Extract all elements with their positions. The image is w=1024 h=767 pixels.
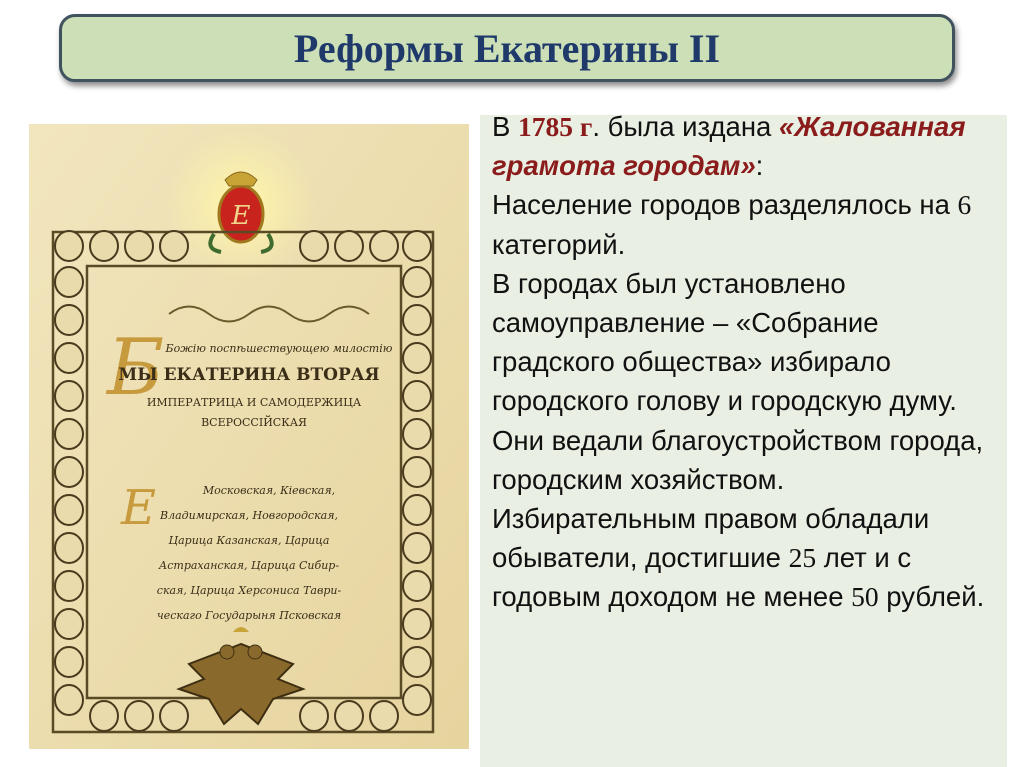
charter-body-line3: Царица Казанская, Царица xyxy=(168,534,330,547)
svg-text:Е: Е xyxy=(121,480,157,536)
charter-body-line1: Московская, Кіевская, xyxy=(202,484,336,497)
charter-image xyxy=(29,124,469,749)
charter-heading-line3: ИМПЕРАТРИЦА И САМОДЕРЖИЦА xyxy=(146,396,362,409)
charter-heading-line2: МЫ ЕКАТЕРИНА ВТОРАЯ xyxy=(118,365,380,385)
charter-heading-line1: Божію поспѣшествующею милостію xyxy=(165,342,393,355)
content-text xyxy=(492,107,1007,617)
slide-title: Реформы Екатерины II xyxy=(293,25,721,71)
charter-heading-line4: ВСЕРОССІЙСКАЯ xyxy=(201,416,307,429)
year-1785: 1785 г xyxy=(517,111,593,142)
slide-title-bar xyxy=(59,14,955,82)
paragraph-charter-issued: В 1785 г. была издана «Жалованная грамота городам»: xyxy=(492,111,966,182)
charter-body-line5: ская, Царица Херсониса Таври- xyxy=(156,584,342,597)
svg-text:Е: Е xyxy=(231,201,251,231)
second-initial xyxy=(120,480,156,536)
charter-body-line6: ческаго Государыня Псковская xyxy=(156,609,342,622)
charter-body-line4: Астраханская, Царица Сибир- xyxy=(158,559,340,572)
paragraph-voting-rights: Избирательным правом обладали обыватели, достигшие 25 лет и с годовым доходом не менее 50 рублей. xyxy=(492,503,985,613)
paragraph-self-government: В городах был установлено самоуправление – «Собрание градского общества» избирало городского голову и городскую думу. Они ведали благоустройством города, городским хозяйством. xyxy=(492,267,984,495)
charter-body-line2: Владимирская, Новгородская, xyxy=(159,509,339,522)
svg-text:Б: Б xyxy=(107,323,165,413)
charter-title: «Жалованная грамота городам» xyxy=(492,111,966,182)
paragraph-categories: Население городов разделялось на 6 категорий. xyxy=(492,189,972,260)
